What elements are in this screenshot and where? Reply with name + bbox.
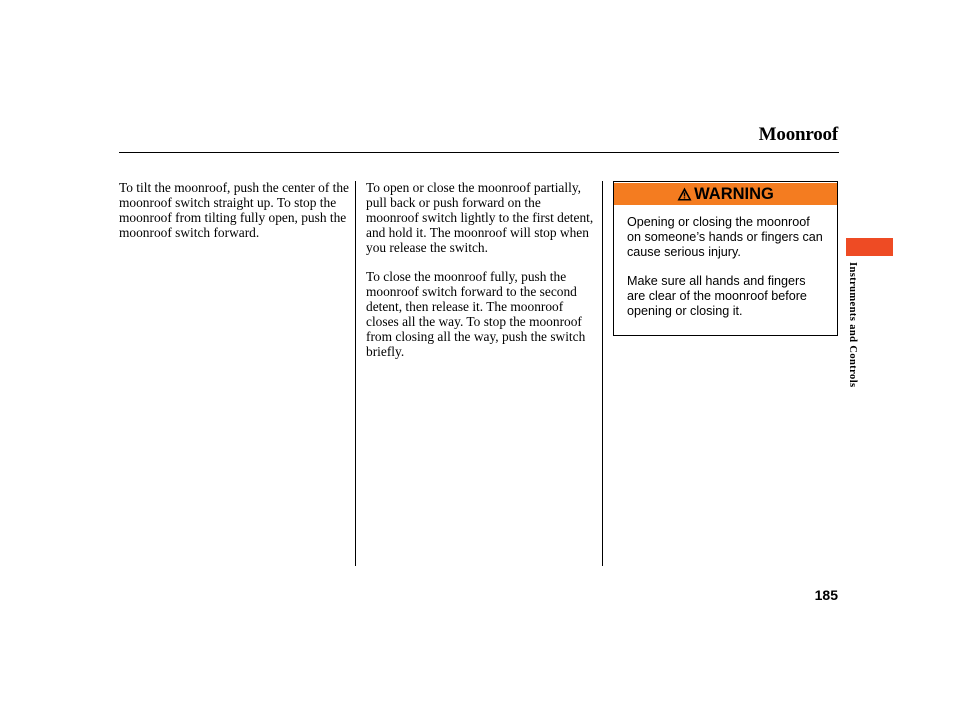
warning-label: WARNING — [694, 184, 774, 203]
tilt-instructions: To tilt the moonroof, push the center of the moonroof switch straight up. To stop the moonroof from tilting fully open, push the moonroof switch forward. — [119, 180, 349, 240]
page-title: Moonroof — [758, 124, 838, 145]
column-divider-right — [602, 181, 603, 566]
warning-text-clear-hands: Make sure all hands and fingers are clear of the moonroof before opening or closing it. — [627, 274, 807, 318]
warning-body — [614, 205, 837, 319]
full-close-instructions: To close the moonroof fully, push the moonroof switch forward to the second detent, then release it. The moonroof closes all the way. To stop the moonroof from closing all the way, push the switch briefly. — [366, 269, 586, 359]
page-number: 185 — [814, 587, 838, 603]
partial-open-instructions: To open or close the moonroof partially, pull back or push forward on the moonroof switch lightly to the first detent, and hold it. The moonroof will stop when you release the switch. — [366, 180, 594, 255]
middle-column — [366, 181, 596, 375]
section-tab-marker — [846, 238, 893, 256]
warning-triangle-icon — [677, 187, 692, 201]
warning-header — [614, 183, 837, 205]
warning-box — [613, 181, 838, 336]
column-divider-left — [355, 181, 356, 566]
header-rule — [119, 152, 839, 153]
warning-text-injury: Opening or closing the moonroof on someone’s hands or fingers can cause serious injury. — [627, 215, 823, 259]
section-label: Instruments and Controls — [847, 262, 858, 388]
left-column — [119, 181, 351, 256]
